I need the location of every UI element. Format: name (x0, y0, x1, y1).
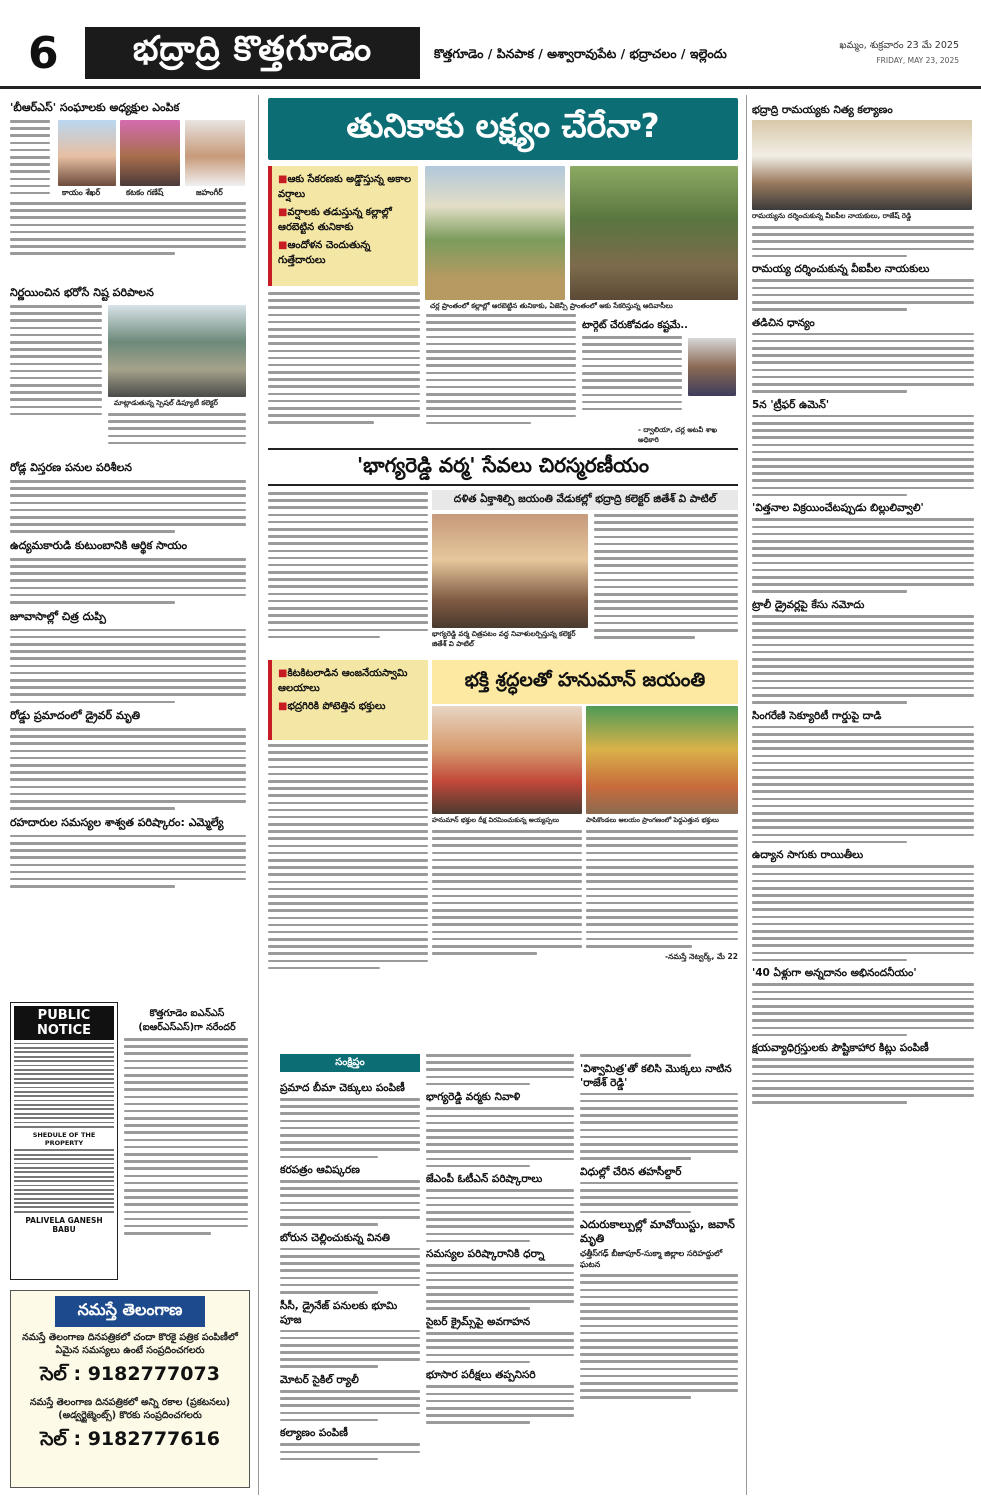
story-text (586, 830, 738, 948)
brief-headline: ప్రమాద బీమా చెక్కులు పంపిణీ (280, 1082, 405, 1094)
highlight-item: ■ కిటకిటలాడిన ఆంజనేయస్వామి ఆలయాలు (278, 666, 422, 696)
notice-signer: PALIVELA GANESH BABU (25, 1215, 103, 1234)
notice-title: PUBLIC NOTICE (14, 1006, 114, 1040)
story-text (10, 558, 246, 604)
field-photo (425, 166, 565, 300)
brief-text (280, 1098, 420, 1158)
briefs-column-2 (426, 1054, 574, 1494)
photo-caption: మాట్లాడుతున్న స్పెషల్ డిప్యూటీ కలెక్టర్ (114, 399, 218, 407)
ad-phone: సెల్ : 9182777073 (40, 1363, 220, 1385)
officer-photo (688, 338, 736, 396)
date-telugu: ఖమ్మం, శుక్రవారం 23 మే 2025 (839, 40, 959, 51)
highlight-item: ■ ఆకు సేకరణకు అడ్డొస్తున్న అకాల వర్షాలు (278, 172, 412, 202)
quote-signature: - ద్వాలియా, చర్ల అటవీ శాఖ అధికారి (638, 426, 718, 444)
story-headline: ఉద్యమకారుడి కుటుంబానికి ఆర్థిక సాయం (10, 538, 188, 552)
tribute-photo (432, 514, 588, 628)
photo-caption: భాగ్యరెడ్డి వర్మ చిత్రపటం వద్ద నివాళులర్పిస్తున్న కలెక్టర్ జితేశ్ వి పాటిల్ (432, 630, 576, 648)
story-text (752, 279, 974, 310)
brief-headline: కల్యాణం పంపిణీ (280, 1427, 348, 1440)
story-headline: సింగరేణి సెక్యూరిటీ గార్డుపై దాడి (752, 709, 882, 722)
devotees-photo (432, 706, 582, 814)
brief-headline: ఎదురుకాల్పుల్లో మావోయిస్టు, జవాన్ మృతి (580, 1218, 735, 1246)
notice-schedule: SHEDULE OF THE PROPERTY (32, 1130, 96, 1147)
temple-visit-photo (752, 120, 972, 210)
story-text (752, 615, 974, 704)
brief-text (580, 1274, 738, 1399)
story-text (752, 333, 974, 393)
brief-headline: కరపత్రం ఆవిష్కరణ (280, 1164, 360, 1177)
story-text (752, 865, 974, 961)
story-headline: రోడ్ల విస్తరణ పనుల పరిశీలన (10, 461, 132, 474)
story-text (124, 1038, 248, 1235)
story-text (752, 1058, 974, 1104)
forest-photo (570, 166, 738, 300)
person-photo (120, 120, 180, 186)
public-notice (10, 1002, 118, 1280)
district-title: భద్రాద్రి కొత్తగూడెం (85, 27, 420, 79)
brief-headline: 'విశ్వామిత్ర'తో కలిసి మెుక్కలు నాటిన 'రాజేశ్ రెడ్డి' (580, 1062, 732, 1089)
brief-headline: సమస్యల పరిష్కారానికి ధర్నా (426, 1248, 545, 1261)
story-text (10, 202, 246, 260)
story-headline: జూవాసాల్లో చిత్ర దుప్పి (10, 609, 106, 623)
brief-headline: మోటర్ సైకిల్ ర్యాలీ (280, 1374, 359, 1387)
photo-name: కాయం శేఖర్ (62, 188, 101, 197)
brief-headline: భూసార పరీక్షలు తప్పనిసరి (426, 1369, 536, 1382)
brief-text (280, 1390, 420, 1421)
photo-caption: పాపికొండలు ఆలయం ప్రాంగణంలో పెద్దఎత్తున భక్తులు (586, 816, 719, 824)
story-headline: 'విత్తనాల విక్రయించేటప్పుడు బిల్లులివ్వాలి' (752, 502, 924, 515)
photo-caption: హనుమాన్ భక్తుల దీక్ష విరమించుకున్న అయ్యప్పలు (432, 816, 560, 824)
brief-headline: సీసీ, డ్రైనేజ్ పనులకు భూమి పూజ (280, 1299, 398, 1326)
story-text (432, 830, 582, 955)
story-headline: రోడ్డు ప్రమాదంలో డ్రైవర్ మృతి (10, 709, 141, 723)
notice-text (14, 1043, 114, 1128)
story-headline: కొత్తగూడెం ఐఎన్ఎస్ (ఐఆర్ఎస్ఎస్)గా నరేందర్ (138, 1008, 236, 1033)
highlight-item: ■ వర్షాలకు తడుస్తున్న కల్లాల్లో ఆరబెట్టిన తునికాకు (278, 205, 412, 235)
brief-text (580, 1182, 738, 1213)
network-signature: -నమస్తే నెట్వర్క్, మే 22 (664, 952, 738, 962)
brief-headline: సైబర్ క్రైమ్స్‌పై అవగాహన (426, 1316, 531, 1329)
brief-text (426, 1264, 574, 1310)
ad-text: నమస్తే తెలంగాణ దినపత్రికలో అన్ని రకాల (ప్రకటనలు) (అడ్వర్టైజ్మెంట్స్) కొరకు సంప్రదించగలరు (29, 1397, 231, 1421)
right-column (752, 98, 974, 1496)
second-kicker: దళిత ఏక్తాశిల్పి జయంతి వేడుకల్లో భద్రాద్రి కలెక్టర్ జితేశ్ వి పాటిల్ (432, 490, 738, 510)
second-text-col (268, 492, 428, 654)
sub-headline: టార్గెట్ చేరుకోవడం కష్టమే.. (582, 320, 688, 331)
story-text (752, 226, 974, 257)
target-box (582, 314, 738, 444)
date-english: FRIDAY, MAY 23, 2025 (876, 56, 959, 65)
photo-caption: రామయ్యను దర్శించుకున్న వీఐపీల నాయకులు, రాజేష్ రెడ్డి (752, 212, 912, 220)
brief-text (580, 1093, 738, 1160)
story-text (10, 728, 246, 810)
story-headline: రామయ్య దర్శించుకున్న వీఐపీల నాయకులు (752, 263, 930, 276)
lead-text-col (268, 292, 420, 442)
story-headline: '40 ఏళ్లుగా అన్నదానం అభినందనీయం' (752, 967, 917, 980)
brief-text (280, 1330, 420, 1369)
page-number: 6 (28, 28, 59, 79)
lead-highlights (268, 166, 418, 286)
brief-text (580, 1054, 738, 1057)
lead-text-col (426, 314, 576, 444)
brief-text (426, 1189, 574, 1242)
story-headline: ట్రాలీ డ్రైవర్లపై కేసు నమోదు (752, 598, 865, 611)
temple-photo (586, 706, 738, 814)
notice-story (124, 1002, 250, 1282)
notice-text (14, 1149, 114, 1212)
story-headline: 5న 'ట్రీఫర్ ఉమెన్' (752, 398, 830, 411)
story-text (10, 480, 246, 533)
story-text (594, 514, 738, 639)
person-photo (58, 120, 116, 186)
masthead (0, 0, 981, 92)
story-text (268, 292, 420, 424)
story-headline: తడిచిన ధాన్యం (752, 316, 815, 329)
hanuman-text-col (432, 830, 582, 1040)
story-text (426, 314, 576, 424)
story-text (752, 518, 974, 592)
story-headline: 'బీఆర్ఎస్' సంఘాలకు అధ్యక్షుల ఎంపిక (10, 101, 180, 114)
highlight-item: ■ ఆందోళన చెందుతున్న గుత్తేదారులు (278, 238, 412, 268)
briefs-column (280, 1076, 420, 1496)
brief-text (280, 1180, 420, 1226)
story-text (10, 120, 50, 199)
brief-text (426, 1054, 574, 1085)
brief-headline: విధుల్లో చేరిన తహసీల్దార్ (580, 1165, 682, 1178)
brief-kicker: ఛత్తీస్‌గఢ్ బీజాపూర్-సుక్మా జిల్లాల సరిహద్దులో ఘటన (580, 1249, 723, 1270)
person-photo (185, 120, 245, 186)
column-rule (258, 95, 259, 1495)
story-text (268, 492, 428, 638)
column-rule (746, 95, 747, 1495)
brief-text (426, 1332, 574, 1363)
ad-phone: సెల్ : 9182777616 (40, 1428, 220, 1450)
hanuman-highlights (268, 660, 428, 740)
photo-name: కటకం గణేష్ (126, 188, 164, 197)
brief-text (426, 1107, 574, 1167)
ad-brand: నమస్తే తెలంగాణ (55, 1296, 205, 1327)
highlight-item: ■ భద్రగిరికి పోటెత్తిన భక్తులు (278, 699, 422, 714)
story-text (10, 305, 102, 420)
brief-headline: జేఎంపీ ఓటీఎన్ పరిష్కారాలు (426, 1173, 543, 1186)
ad-text: నమస్తే తెలంగాణ దినపత్రికలో చందా కొరకై పత్రిక పంపిణీలో ఏమైన సమస్యలు ఉంటే సంప్రదించగలరు (22, 1332, 238, 1356)
story-headline: క్షయవ్యాధిగ్రస్తులకు పౌష్టికాహార కిట్లు పంపిణీ (752, 1042, 929, 1055)
briefs-column-3 (580, 1054, 738, 1494)
places-line: కొత్తగూడెం / పినపాక / అశ్వారావుపేట / భద్రాచలం / ఇల్లెందు (434, 46, 727, 61)
brief-headline: భాగ్యరెడ్డి వర్మకు నివాళి (426, 1091, 521, 1104)
meeting-photo (108, 305, 246, 397)
story-headline: ఉద్యాన సాగుకు రాయితీలు (752, 849, 864, 862)
brief-headline: బోరున చెల్లించుకున్న వినతి (280, 1231, 390, 1244)
story-text (752, 983, 974, 1036)
hanuman-headline: భక్తి శ్రద్ధలతో హనుమాన్ జయంతి (432, 660, 738, 704)
story-headline: రహదారుల సమస్యల శాశ్వత పరిష్కారం: ఎమ్మెల్యే (10, 815, 224, 829)
story-headline: భద్రాద్రి రామయ్యకు నిత్య కల్యాణం (752, 104, 893, 116)
photo-name: జహంగీర్ (196, 188, 223, 197)
briefs-label: సంక్షిప్తం (280, 1054, 420, 1072)
story-text (752, 415, 974, 497)
story-text (10, 629, 246, 703)
hanuman-text-col (586, 830, 738, 1050)
story-text (752, 726, 974, 844)
story-text (268, 744, 428, 969)
brief-text (426, 1385, 574, 1424)
hanuman-text-col (268, 744, 428, 1046)
masthead-rule (0, 86, 981, 89)
subscription-advertisement (10, 1290, 250, 1488)
story-headline: నిర్ణయించిన భరోసే నిష్ట పరిపాలన (10, 286, 154, 299)
story-text (108, 413, 246, 449)
story-text (10, 835, 246, 888)
brief-text (280, 1248, 420, 1294)
lead-headline: తునికాకు లక్ష్యం చేరేనా? (268, 98, 738, 160)
brief-text (280, 1443, 420, 1460)
second-headline: 'భాగ్యరెడ్డి వర్మ' సేవలు చిరస్మరణీయం (268, 448, 738, 486)
story-text (582, 336, 682, 415)
photo-caption: చర్ల ప్రాంతంలో కల్లాల్లో ఆరబెట్టిన తునికాకు, ఏజెన్సీ ప్రాంతంలో ఆకు సేకరిస్తున్న ఆదివాసీలు (430, 302, 673, 310)
second-text-col (594, 514, 738, 654)
